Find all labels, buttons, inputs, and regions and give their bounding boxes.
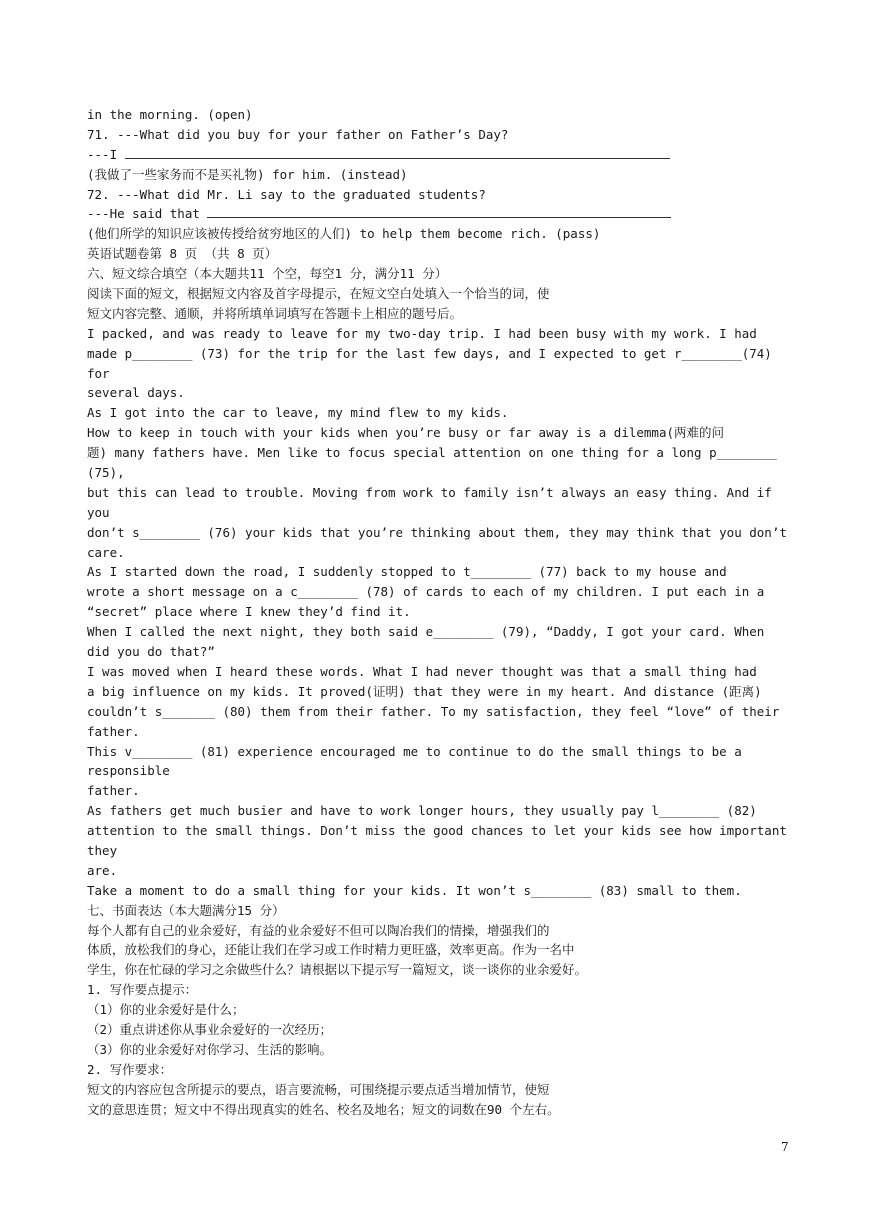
passage-line: father. — [87, 723, 140, 739]
passage-line: “secret” place where I knew they’d find it. — [87, 604, 411, 620]
section-footer: 英语试题卷第 8 页 （共 8 页） — [87, 246, 278, 262]
instructions-line: 短文内容完整、通顺，并将所填单词填写在答题卡上相应的题号后。 — [87, 305, 463, 321]
answer-line-71 — [87, 145, 787, 165]
answer-blank-71 — [125, 145, 670, 159]
passage-line: care. — [87, 544, 125, 560]
passage-line: (75), — [87, 465, 125, 481]
passage-line: I packed, and was ready to leave for my two-day trip. I had been busy with my work. I had — [87, 325, 757, 341]
passage-line: they — [87, 842, 118, 858]
passage-line: Take a moment to do a small thing for your kids. It won’t s________ (83) small to them. — [87, 882, 742, 898]
passage-line: attention to the small things. Don’t miss the good chances to let your kids see how important — [87, 823, 787, 839]
text-line: ---I — [87, 146, 118, 162]
writing-prompt-line: 2. 写作要求： — [87, 1061, 173, 1077]
writing-prompt-line: 学生，你在忙碌的学习之余做些什么？请根据以下提示写一篇短文，谈一谈你的业余爱好。 — [87, 962, 588, 978]
text-line: (他们所学的知识应该被传授给贫穷地区的人们) to help them become rich. (pass) — [87, 226, 601, 242]
passage-line: don’t s________ (76) your kids that you’re thinking about them, they may think that you don’t — [87, 524, 787, 540]
passage-line: couldn’t s_______ (80) them from their father. To my satisfaction, they feel “love” of their — [87, 703, 780, 719]
passage-line: are. — [87, 862, 118, 878]
section-heading: 六、短文综合填空（本大题共11 个空，每空1 分，满分11 分） — [87, 266, 448, 282]
document-body — [87, 105, 787, 1119]
passage-line: As I got into the car to leave, my mind flew to my kids. — [87, 405, 509, 421]
passage-line: for — [87, 365, 110, 381]
text-line: (我做了一些家务而不是买礼物) for him. (instead) — [87, 166, 408, 182]
writing-prompt-line: 1. 写作要点提示： — [87, 982, 198, 998]
passage-line: As I started down the road, I suddenly stopped to t________ (77) back to my house and — [87, 564, 727, 580]
writing-prompt-line: （2）重点讲述你从事业余爱好的一次经历； — [87, 1021, 333, 1037]
page-number: 7 — [781, 1140, 789, 1154]
passage-line: When I called the next night, they both said e________ (79), “Daddy, I got your card. When — [87, 624, 765, 640]
writing-prompt-line: 短文的内容应包含所提示的要点，语言要流畅，可围绕提示要点适当增加情节，使短 — [87, 1081, 550, 1097]
writing-prompt-line: 每个人都有自己的业余爱好，有益的业余爱好不但可以陶冶我们的情操，增强我们的 — [87, 922, 550, 938]
writing-prompt-line: 文的意思连贯；短文中不得出现真实的姓名、校名及地名；短文的词数在90 个左右。 — [87, 1101, 560, 1117]
passage-line: wrote a short message on a c________ (78) of cards to each of my children. I put each in a — [87, 584, 765, 600]
passage-line: As fathers get much busier and have to work longer hours, they usually pay l________ (82) — [87, 803, 757, 819]
passage-line: but this can lead to trouble. Moving from work to family isn’t always an easy thing. And if — [87, 484, 772, 500]
passage-line: I was moved when I heard these words. What I had never thought was that a small thing had — [87, 663, 757, 679]
passage-line: made p________ (73) for the trip for the last few days, and I expected to get r________(74) — [87, 345, 772, 361]
writing-prompt-line: （1）你的业余爱好是什么； — [87, 1002, 245, 1018]
writing-prompt-line: 体质，放松我们的身心，还能让我们在学习或工作时精力更旺盛，效率更高。作为一名中 — [87, 942, 575, 958]
answer-line-72 — [87, 204, 787, 224]
passage-line: you — [87, 504, 110, 520]
passage-line: responsible — [87, 763, 170, 779]
answer-blank-72 — [207, 204, 671, 218]
instructions-line: 阅读下面的短文，根据短文内容及首字母提示，在短文空白处填入一个恰当的词，使 — [87, 286, 550, 302]
passage-line: did you do that?” — [87, 644, 215, 660]
section-heading: 七、书面表达（本大题满分15 分） — [87, 902, 285, 918]
passage-line: a big influence on my kids. It proved(证明) that they were in my heart. And distance (距离) — [87, 683, 762, 699]
passage-line: This v________ (81) experience encouraged me to continue to do the small things to be a — [87, 743, 742, 759]
writing-prompt-line: （3）你的业余爱好对你学习、生活的影响。 — [87, 1041, 333, 1057]
text-line: 71. ---What did you buy for your father on Father’s Day? — [87, 126, 509, 142]
text-line: 72. ---What did Mr. Li say to the graduated students? — [87, 186, 486, 202]
passage-line: several days. — [87, 385, 185, 401]
text-line: ---He said that — [87, 206, 200, 222]
passage-line: How to keep in touch with your kids when you’re busy or far away is a dilemma(两难的问 — [87, 425, 724, 441]
passage-line: father. — [87, 783, 140, 799]
passage-line: 题) many fathers have. Men like to focus special attention on one thing for a long p________ — [87, 445, 777, 461]
text-line: in the morning. (open) — [87, 107, 253, 122]
